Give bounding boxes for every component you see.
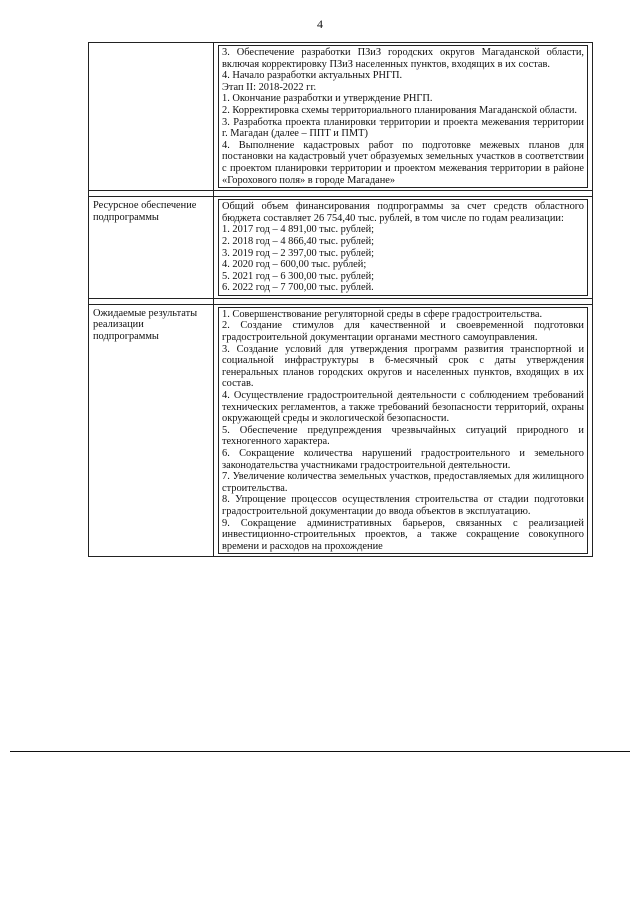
paragraph: 2. Создание стимулов для качественной и своевременной подготовки градостроительной документации органами местного самоуправления. [222,320,584,344]
content-box [218,307,588,554]
row-content [214,197,593,299]
table-row [89,197,593,299]
paragraph: 8. Упрощение процессов осуществления строительства от стадии подготовки градостроительной документации до ввода объектов в эксплуатацию. [222,494,584,517]
paragraph: Этап II: 2018-2022 гг. [222,81,317,93]
paragraph: 4. Осуществление градостроительной деятельности с соблюдением требований технических регламентов, а также требований безопасности территорий, охраны окружающей среды и экологической безопасности. [222,390,584,425]
paragraph: 9. Сокращение административных барьеров, связанных с реализацией инвестиционно-строительных проектов, а также сокращение совокупного времени и расходов на прохождение [222,517,584,552]
paragraph: 1. Окончание разработки и утверждение РНГП. [222,93,433,105]
row-label [89,43,214,191]
passport-table [88,42,593,557]
paragraph: 2. Корректировка схемы территориального планирования Магаданской области. [222,104,577,116]
page-divider [10,751,630,752]
table-row [89,43,593,191]
paragraph: 6. Сокращение количества нарушений градостроительного и земельного законодательства участниками градостроительной деятельности. [222,448,584,471]
paragraph: 1. Совершенствование регуляторной среды в сфере градостроительства. [222,308,543,320]
paragraph: Общий объем финансирования подпрограммы за счет средств областного бюджета составляет 26 754,40 тыс. рублей, в том числе по годам реализации: [222,201,584,224]
page-number: 4 [317,17,323,31]
paragraph: 2. 2018 год – 4 866,40 тыс. рублей; [222,235,375,247]
row-label: Ожидаемые результаты реализации подпрограммы [89,304,214,556]
paragraph: 5. 2021 год – 6 300,00 тыс. рублей; [222,270,375,282]
paragraph: 3. 2019 год – 2 397,00 тыс. рублей; [222,247,375,259]
paragraph: 1. 2017 год – 4 891,00 тыс. рублей; [222,224,375,236]
row-content [214,304,593,556]
table-row [89,304,593,556]
paragraph: 5. Обеспечение предупреждения чрезвычайных ситуаций природного и техногенного характера. [222,424,584,448]
paragraph: 3. Разработка проекта планировки территории и проекта межевания территории г. Магадан (далее – ППТ и ПМТ) [222,116,584,140]
content-box [218,199,588,296]
paragraph: 7. Увеличение количества земельных участков, предоставляемых для жилищного строительства. [222,471,584,494]
paragraph: 4. 2020 год – 600,00 тыс. рублей; [222,259,367,271]
row-content [214,43,593,191]
paragraph: 4. Начало разработки актуальных РНГП. [222,70,403,82]
paragraph: 4. Выполнение кадастровых работ по подготовке межевых планов для постановки на кадастровый учет образуемых земельных участков в соответствии с проектом планировки территории и проектом межевания территории в районе «Горохового поля» в городе Магадане» [222,139,584,186]
paragraph: 3. Создание условий для утверждения программ развития транспортной и социальной инфраструктуры в 6-месячный срок с даты утверждения генеральных планов городских округов и населенных пунктов, входящих в их состав. [222,343,584,390]
paragraph: 3. Обеспечение разработки ПЗиЗ городских округов Магаданской области, включая корректировку ПЗиЗ населенных пунктов, входящих в их состав. [222,47,584,70]
content-box [218,45,588,188]
row-label: Ресурсное обеспечение подпрограммы [89,197,214,299]
paragraph: 6. 2022 год – 7 700,00 тыс. рублей. [222,282,374,294]
